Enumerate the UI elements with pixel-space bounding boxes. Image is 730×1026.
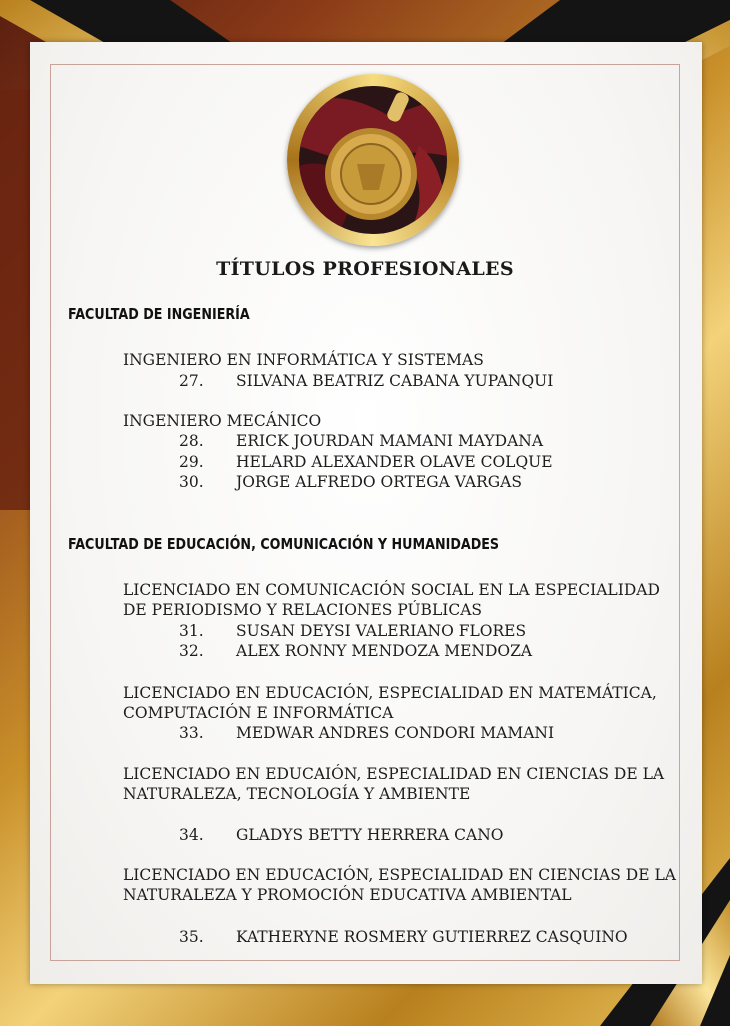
graduate-name: GLADYS BETTY HERRERA CANO [236,826,504,844]
graduate-number: 35. [179,928,204,946]
degree-title: LICENCIADO EN COMUNICACIÓN SOCIAL EN LA ESPECIALIDAD DE PERIODISMO Y RELACIONES PÚBLICAS [123,581,660,619]
graduate-entry [179,825,504,845]
graduate-entry [179,452,553,472]
page-title: TÍTULOS PROFESIONALES [216,258,514,280]
graduate-number: 30. [179,473,204,491]
graduate-number: 34. [179,826,204,844]
graduate-name: SUSAN DEYSI VALERIANO FLORES [236,622,527,640]
graduate-number: 28. [179,432,204,450]
university-medal-icon [299,86,447,234]
graduate-entry [179,472,522,492]
graduate-name: SILVANA BEATRIZ CABANA YUPANQUI [236,372,554,390]
graduate-entry [179,927,628,947]
degree-title: LICENCIADO EN EDUCAIÓN, ESPECIALIDAD EN CIENCIAS DE LA NATURALEZA, TECNOLOGÍA Y AMBIENTE [123,765,665,803]
graduate-entry [179,641,532,661]
graduate-entry [179,723,554,743]
faculty-heading: FACULTAD DE INGENIERÍA [68,305,250,323]
graduate-number: 31. [179,622,204,640]
graduate-number: 33. [179,724,204,742]
graduate-number: 32. [179,642,204,660]
graduate-name: HELARD ALEXANDER OLAVE COLQUE [236,453,553,471]
graduate-name: ERICK JOURDAN MAMANI MAYDANA [236,432,544,450]
faculty-heading: FACULTAD DE EDUCACIÓN, COMUNICACIÓN Y HUMANIDADES [68,535,500,553]
graduate-entry [179,371,553,391]
graduate-name: ALEX RONNY MENDOZA MENDOZA [236,642,533,660]
graduate-entry [179,431,543,451]
degree-title: INGENIERO MECÁNICO [123,412,322,430]
graduate-name: JORGE ALFREDO ORTEGA VARGAS [236,473,522,491]
graduate-number: 27. [179,372,204,390]
graduate-name: KATHERYNE ROSMERY GUTIERREZ CASQUINO [236,928,628,946]
degree-title: LICENCIADO EN EDUCACIÓN, ESPECIALIDAD EN CIENCIAS DE LA NATURALEZA Y PROMOCIÓN EDUCATIVA AMBIENTAL [123,866,676,904]
degree-title: INGENIERO EN INFORMÁTICA Y SISTEMAS [123,351,484,369]
graduate-name: MEDWAR ANDRES CONDORI MAMANI [236,724,555,742]
degree-title: LICENCIADO EN EDUCACIÓN, ESPECIALIDAD EN MATEMÁTICA, COMPUTACIÓN E INFORMÁTICA [123,684,657,722]
graduate-number: 29. [179,453,204,471]
graduate-entry [179,621,526,641]
